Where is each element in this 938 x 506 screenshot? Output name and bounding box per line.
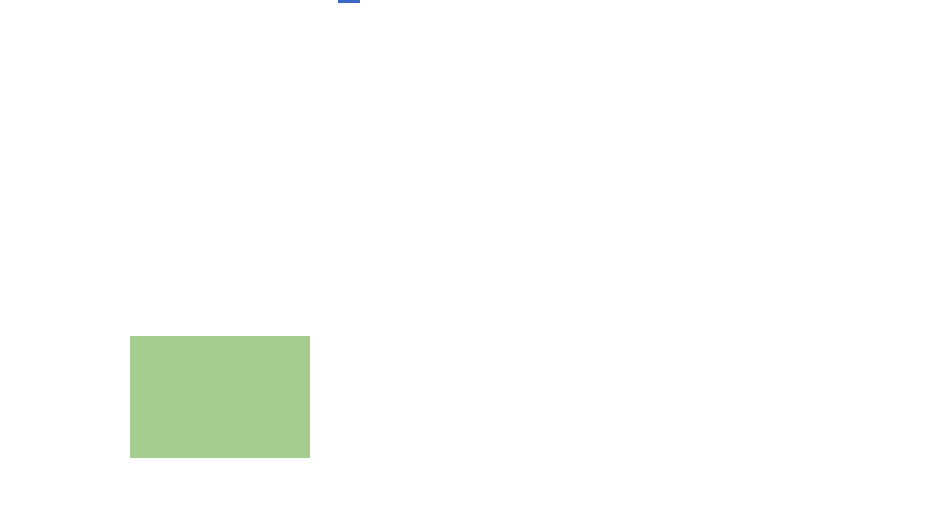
blue-cell bbox=[338, 0, 360, 3]
judgement-note bbox=[137, 363, 307, 378]
dice-set-label bbox=[190, 289, 270, 305]
table-size bbox=[30, 328, 95, 341]
table-label bbox=[25, 306, 100, 324]
table-stake bbox=[30, 289, 95, 304]
srr-label bbox=[400, 275, 493, 291]
notes-panel bbox=[508, 250, 938, 506]
dice-set-value bbox=[190, 310, 270, 327]
srr-value[interactable] bbox=[440, 296, 510, 312]
judgement-box bbox=[130, 336, 310, 458]
winnings-value[interactable] bbox=[438, 353, 508, 367]
winnings-label bbox=[438, 334, 508, 348]
judgement-title bbox=[130, 339, 310, 353]
